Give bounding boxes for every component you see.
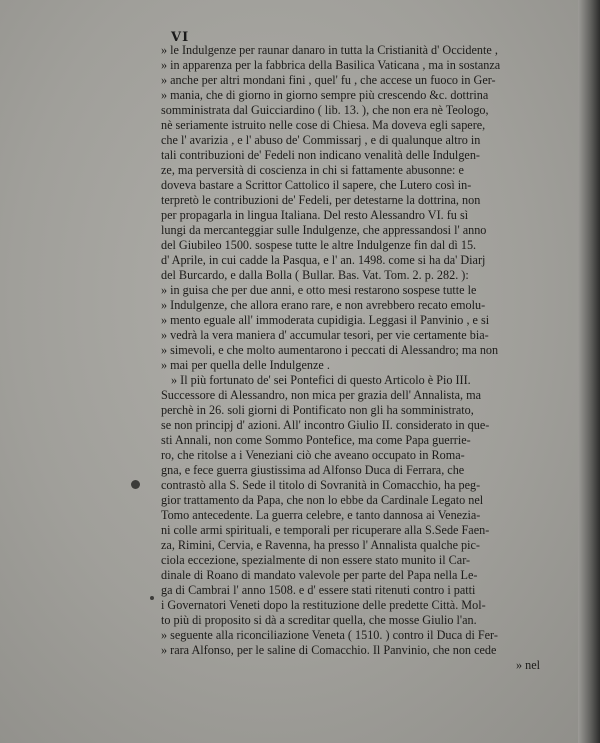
text-line: i Governatori Veneti dopo la restituzione delle predette Città. Mol-: [161, 598, 486, 612]
text-line: del Giubileo 1500. sospese tutte le altre Indulgenze fin dal dì 15.: [161, 238, 477, 252]
text-line: » in guisa che per due anni, e otto mesi restarono sospese tutte le: [161, 283, 477, 297]
text-line: » mento eguale all' immoderata cupidigia. Leggasi il Panvinio , e si: [161, 313, 490, 327]
text-line: » vedrà la vera maniera d' accumular tesori, per vie certamente bia-: [161, 328, 489, 342]
text-line: d' Aprile, in cui cadde la Pasqua, e l' an. 1498. come si ha da' Diarj: [161, 253, 486, 267]
text-line: » anche per altri mondani fini , quel' fu , che accese un fuoco in Ger-: [161, 73, 496, 87]
text-line: » simevoli, e che molto aumentarono i peccati di Alessandro; ma non: [161, 343, 499, 357]
text-line: per propagarla in lingua Italiana. Del resto Alessandro VI. fu sì: [161, 208, 469, 222]
text-line: ni colle armi spirituali, e temporali per ricuperare alla S.Sede Faen-: [161, 523, 490, 537]
text-line: ga di Cambrai l' anno 1508. e d' essere stati ritenuti contro i patti: [161, 583, 476, 597]
text-line: doveva bastare a Scrittor Cattolico il sapere, che Lutero così in-: [161, 178, 472, 192]
text-line: ciola eccezione, spezialmente di non essere stato munito il Car-: [161, 553, 471, 567]
text-line: nè seriamente istruito nelle cose di Chiesa. Ma doveva egli sapere,: [161, 118, 486, 132]
text-line: Successore di Alessandro, non mica per grazia dell' Annalista, ma: [161, 388, 481, 402]
ink-spot: [131, 480, 140, 489]
text-line: Tomo antecedente. La guerra celebre, e tanto dannosa ai Venezia-: [161, 508, 481, 522]
text-line: lungi da mercanteggiar sulle Indulgenze, che appressandosi l' anno: [161, 223, 487, 237]
text-line: se non principj d' azioni. All' incontro Giulio II. considerato in que-: [161, 418, 490, 432]
page-number: VI: [171, 30, 190, 45]
text-line: somministrata dal Guicciardino ( lib. 13. ), che non era nè Teologo,: [161, 103, 489, 117]
ink-spot: [150, 596, 154, 600]
text-line: ze, ma perversità di coscienza in chi si fattamente abusonne: e: [161, 163, 464, 177]
text-line: gior trattamento da Papa, che non lo ebbe da Cardinale Legato nel: [161, 493, 484, 507]
text-line: che l' avarizia , e l' abuso de' Commissarj , e di qualunque altro in: [161, 133, 481, 147]
page-edge-shadow: [578, 0, 600, 743]
text-line: dinale di Roano di mandato valevole per parte del Papa nella Le-: [161, 568, 478, 582]
catchword: » nel: [515, 658, 540, 672]
text-line: ro, che ritolse a i Veneziani ciò che aveano occupato in Roma-: [161, 448, 465, 462]
text-line: perchè in 26. soli giorni di Pontificato non gli ha somministrato,: [161, 403, 474, 417]
text-line: tali contribuzioni de' Fedeli non indicano venalità delle Indulgen-: [161, 148, 480, 162]
text-line: » rara Alfonso, per le saline di Comacchio. Il Panvinio, che non cede: [161, 643, 497, 657]
body-text: [161, 43, 545, 673]
text-line: » le Indulgenze per raunar danaro in tutta la Cristianità d' Occidente ,: [161, 43, 498, 57]
text-line: terpretò le contribuzioni de' Fedeli, per detestarne la dottrina, non: [161, 193, 481, 207]
text-line: del Burcardo, e dalla Bolla ( Bullar. Bas. Vat. Tom. 2. p. 282. ):: [161, 268, 469, 282]
text-line: za, Rimini, Cervia, e Ravenna, ha presso l' Annalista qualche pic-: [161, 538, 480, 552]
text-line: » seguente alla riconciliazione Veneta ( 1510. ) contro il Duca di Fer-: [161, 628, 498, 642]
text-line: sti Annali, non come Sommo Pontefice, ma come Papa guerrie-: [161, 433, 471, 447]
text-line: gna, e fece guerra giustissima ad Alfonso Duca di Ferrara, che: [161, 463, 465, 477]
text-line: contrastò alla S. Sede il titolo di Sovranità in Comacchio, ha peg-: [161, 478, 481, 492]
text-line: » mania, che di giorno in giorno sempre più crescendo &c. dottrina: [161, 88, 489, 102]
text-line: » in apparenza per la fabbrica della Basilica Vaticana , ma in sostanza: [161, 58, 501, 72]
text-line: » Indulgenze, che allora erano rare, e non avrebbero recato emolu-: [161, 298, 486, 312]
text-line: » mai per quella delle Indulgenze .: [161, 358, 330, 372]
text-line: » Il più fortunato de' sei Pontefici di questo Articolo è Pio III.: [171, 373, 471, 387]
text-line: to più di proposito si dà a screditar quella, che mosse Giulio l'an.: [161, 613, 477, 627]
